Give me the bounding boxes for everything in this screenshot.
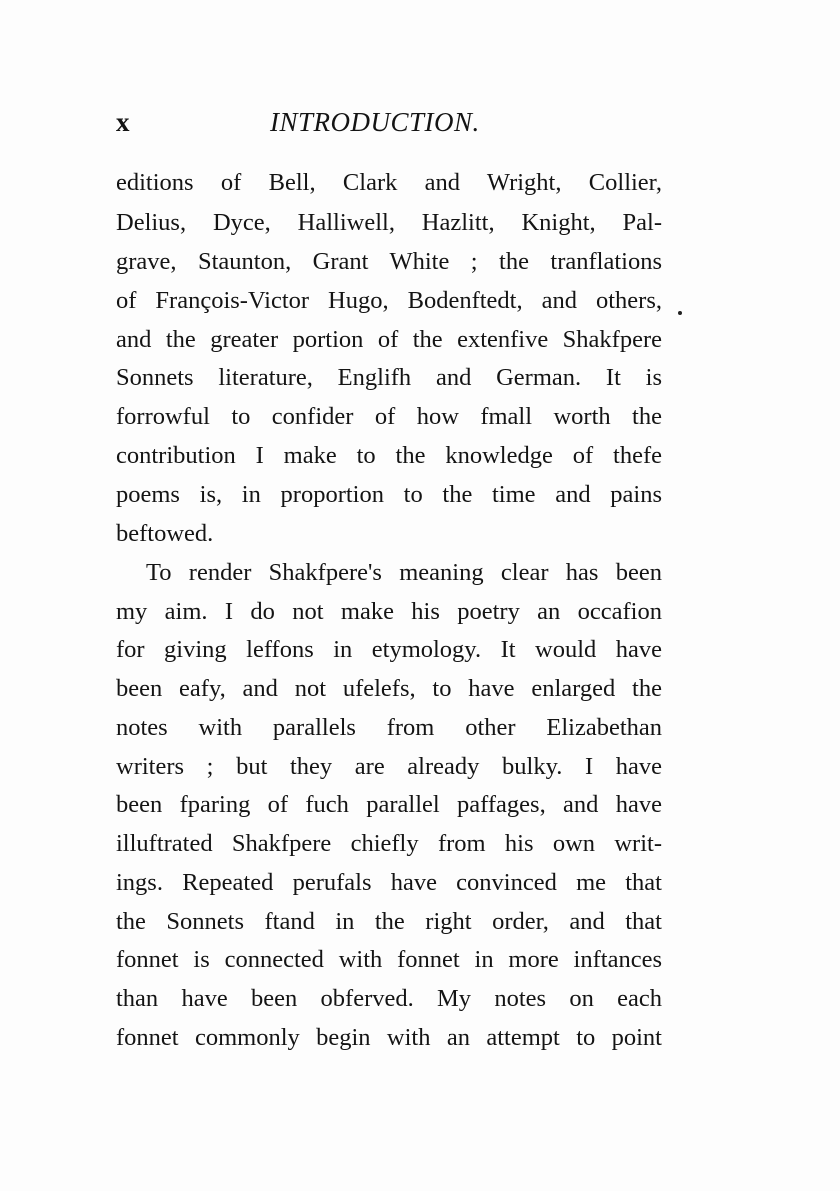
- text-line: than have been obferved. My notes on each: [116, 985, 662, 1012]
- text-line: To render Shakfpere's meaning clear has been: [146, 559, 662, 586]
- text-line: grave, Staunton, Grant White ; the tranflations: [116, 248, 662, 275]
- running-title: INTRODUCTION.: [270, 107, 480, 137]
- page-header: [116, 102, 662, 142]
- text-line: Delius, Dyce, Halliwell, Hazlitt, Knight, Pal-: [116, 209, 662, 236]
- ink-speck: [678, 311, 682, 315]
- text-line: and the greater portion of the extenfive Shakfpere: [116, 326, 662, 353]
- text-line: notes with parallels from other Elizabethan: [116, 714, 662, 741]
- text-line: beftowed.: [116, 520, 214, 547]
- text-line: fonnet is connected with fonnet in more inftances: [116, 946, 662, 973]
- text-line: illuftrated Shakfpere chiefly from his own writ-: [116, 830, 662, 857]
- page-number: x: [116, 107, 130, 137]
- text-line: of François-Victor Hugo, Bodenftedt, and others,: [116, 287, 662, 314]
- text-line: fonnet commonly begin with an attempt to point: [116, 1024, 662, 1051]
- text-line: Sonnets literature, Englifh and German. It is: [116, 364, 662, 391]
- text-line: forrowful to confider of how fmall worth the: [116, 403, 662, 430]
- text-line: been fparing of fuch parallel paffages, and have: [116, 791, 662, 818]
- text-line: been eafy, and not ufelefs, to have enlarged the: [116, 675, 662, 702]
- text-line: for giving leffons in etymology. It would have: [116, 636, 662, 663]
- text-line: writers ; but they are already bulky. I have: [116, 753, 662, 780]
- text-line: editions of Bell, Clark and Wright, Collier,: [116, 169, 662, 196]
- text-line: my aim. I do not make his poetry an occafion: [116, 598, 662, 625]
- text-line: the Sonnets ftand in the right order, and that: [116, 908, 662, 935]
- text-line: ings. Repeated perufals have convinced me that: [116, 869, 662, 896]
- text-line: contribution I make to the knowledge of thefe: [116, 442, 662, 469]
- text-line: poems is, in proportion to the time and pains: [116, 481, 662, 508]
